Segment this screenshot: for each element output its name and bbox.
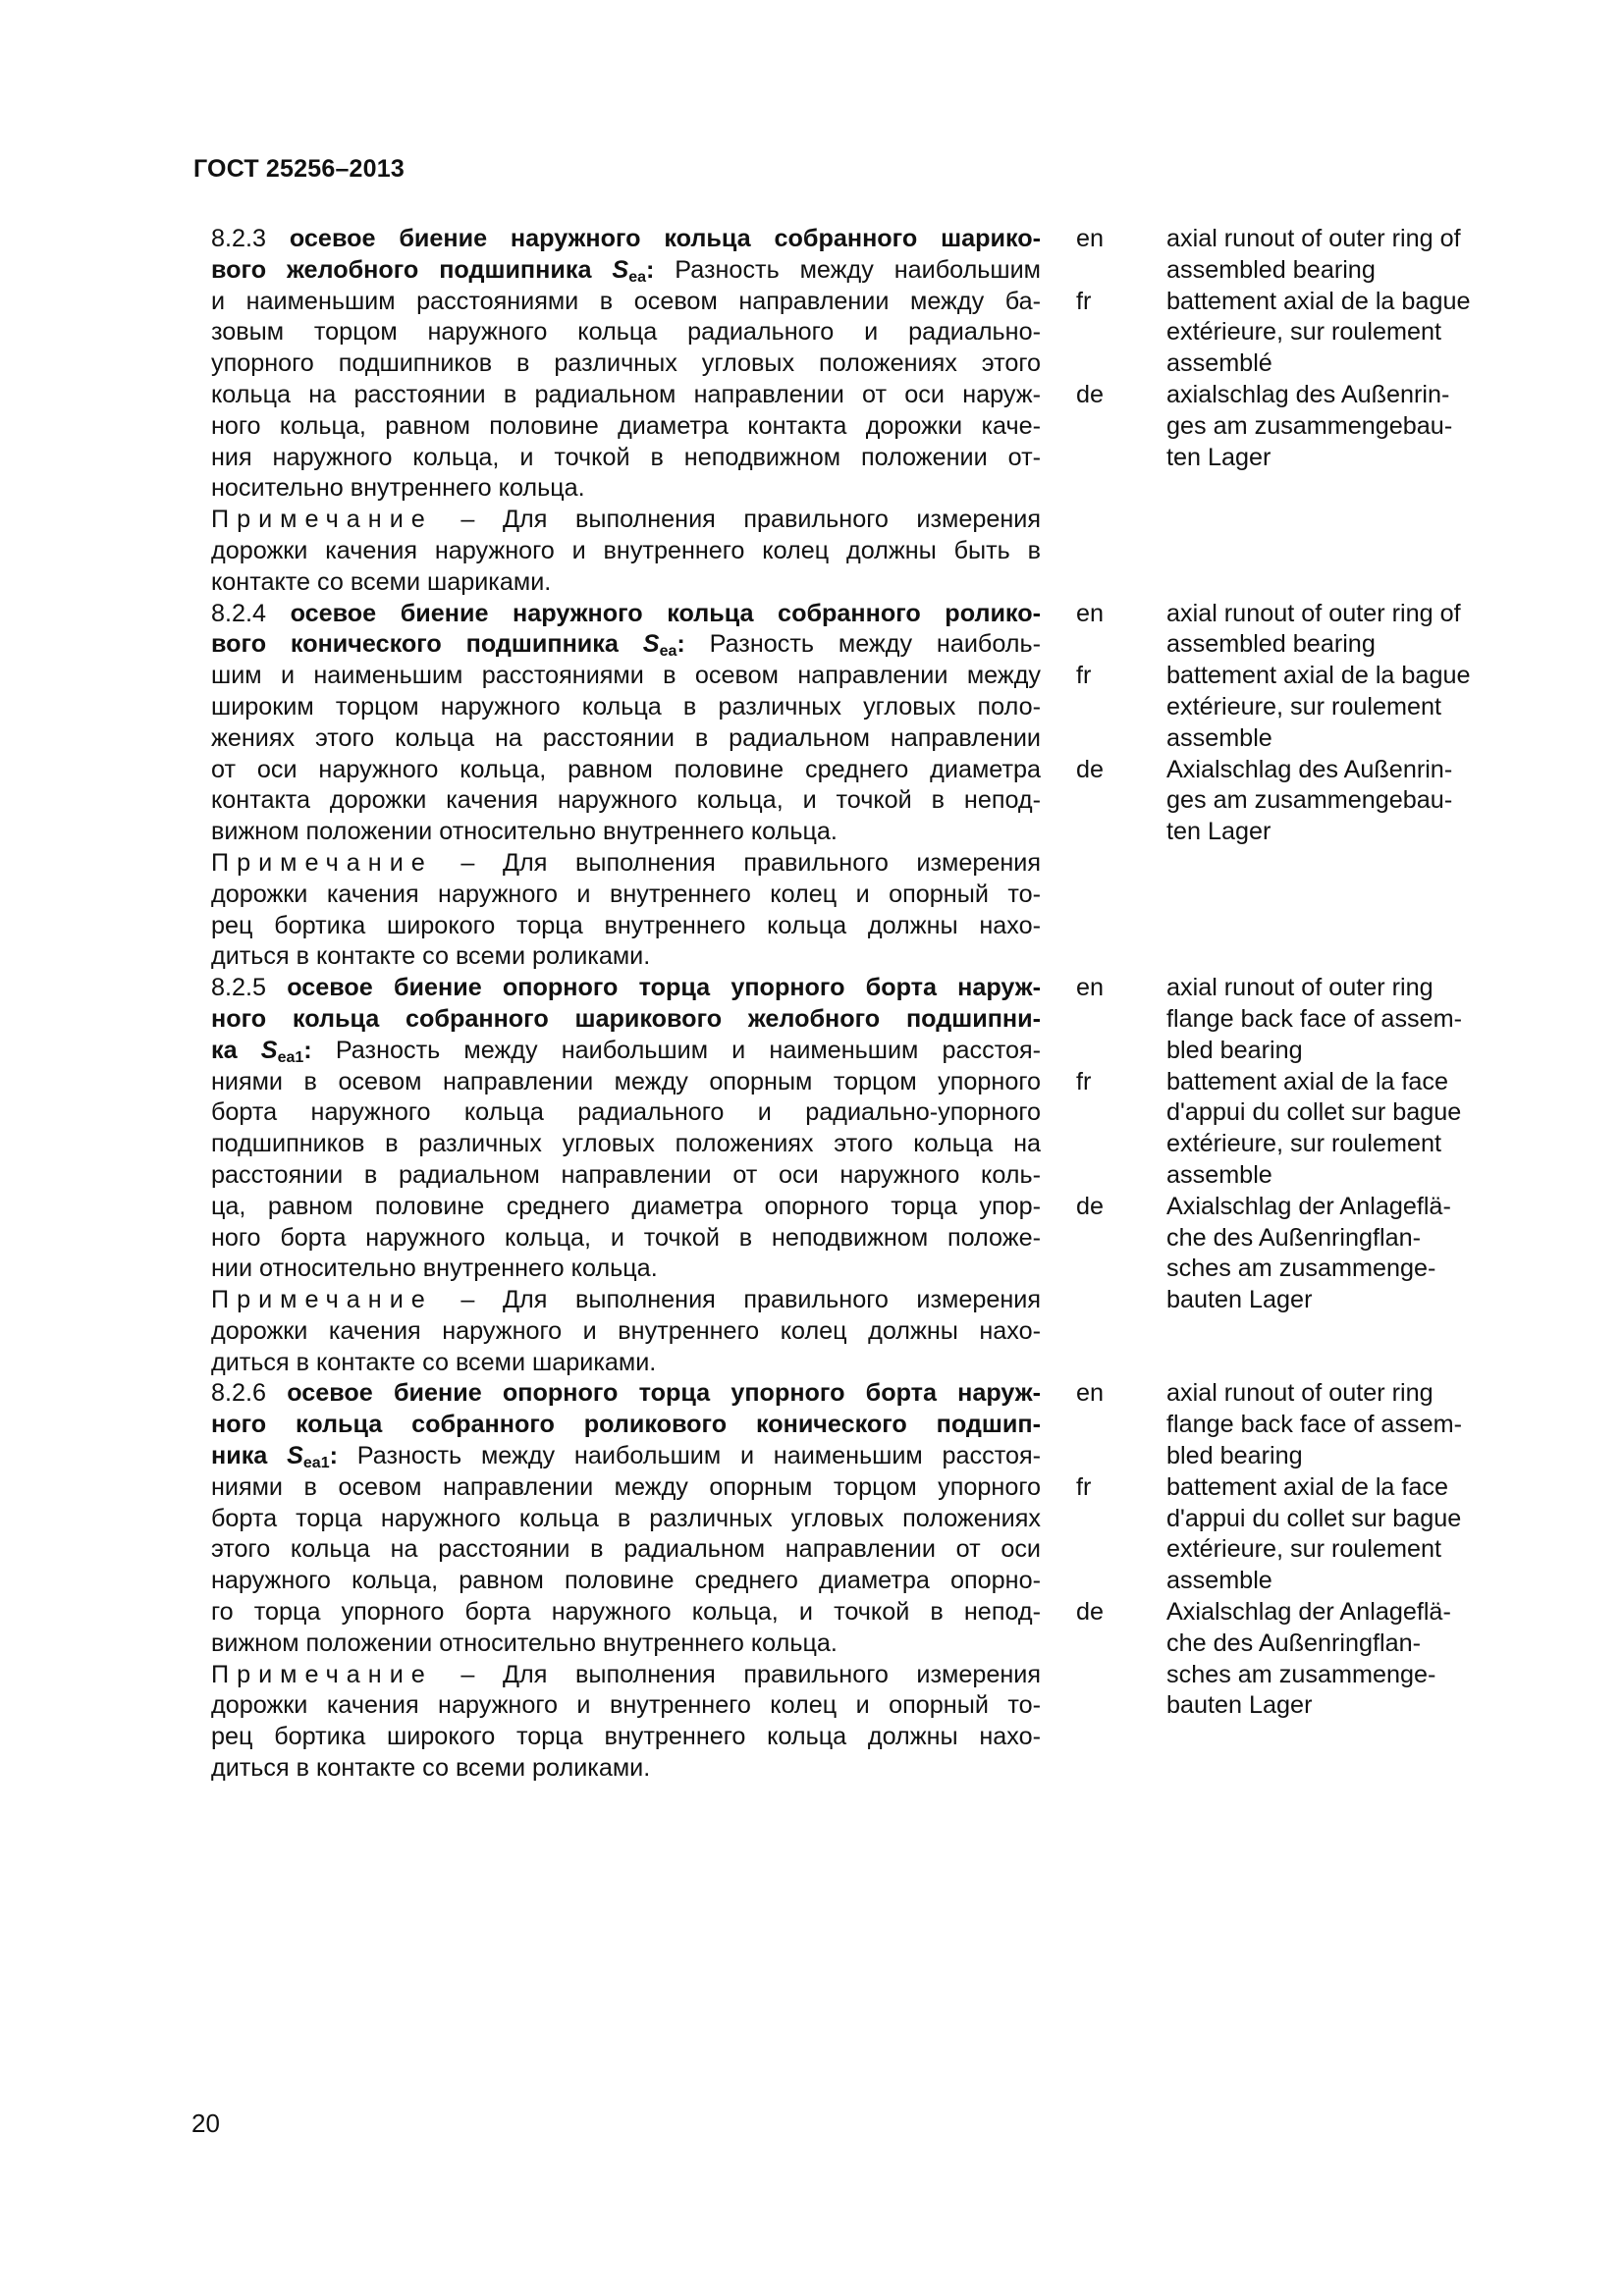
language-code xyxy=(1076,1504,1126,1535)
document-header: ГОСТ 25256–2013 xyxy=(193,155,405,183)
language-code xyxy=(1076,348,1126,380)
definition-text: Разность между наибольшим xyxy=(654,255,1041,284)
definition-text: Разность между наибольшим и наименьшим расстоя- xyxy=(338,1442,1042,1470)
language-code xyxy=(1076,443,1126,474)
definition-line: зовым торцом наружного кольца радиального и радиально- xyxy=(211,318,1041,347)
note-label: Примечание xyxy=(211,506,433,534)
translation-line: ges am zusammengebau- xyxy=(1166,786,1453,815)
definition-line: ния наружного кольца, и точкой в неподвижном положении от- xyxy=(211,443,1041,471)
note-text: Для выполнения правильного измерения xyxy=(502,1660,1041,1688)
term-symbol: S xyxy=(287,1442,303,1470)
language-code: fr xyxy=(1076,1472,1092,1501)
page-number: 20 xyxy=(191,2109,220,2138)
translation-line: Axialschlag der Anlageflä- xyxy=(1166,1192,1451,1220)
note-line xyxy=(211,1316,1041,1348)
entry-number: 8.2.6 xyxy=(211,1379,288,1408)
language-code xyxy=(1076,817,1126,848)
note-text: диться в контакте со всеми шариками. xyxy=(211,1348,657,1376)
translation-line: ten Lager xyxy=(1166,818,1271,846)
note-text: диться в контакте со всеми роликами. xyxy=(211,942,651,971)
translation-line: assembled bearing xyxy=(1166,255,1376,284)
term-name: осевое биение наружного кольца собранного шарико- xyxy=(289,225,1041,252)
translation-line: battement axial de la face xyxy=(1166,1067,1449,1095)
term-name: ного кольца собранного шарикового желобного подшипни- xyxy=(211,1004,1041,1033)
term-colon: : xyxy=(645,255,655,284)
note-dash: – xyxy=(432,506,503,534)
term-entry xyxy=(211,1378,1537,1784)
translation-line: axial runout of outer ring xyxy=(1166,974,1434,1002)
note-dash: – xyxy=(432,1286,503,1314)
definition-line: кольца на расстоянии в радиальном направлении от оси наруж- xyxy=(211,380,1041,408)
translation-line: Axialschlag der Anlageflä- xyxy=(1166,1598,1451,1627)
definition-line: вижном положении относительно внутреннего кольца. xyxy=(211,1629,838,1657)
definition-line: расстоянии в радиальном направлении от оси наружного коль- xyxy=(211,1160,1041,1189)
note-text: дорожки качения наружного и внутреннего колец и опорный то- xyxy=(211,880,1041,908)
definition-line: жениях этого кольца на расстоянии в радиальном направлении xyxy=(211,723,1041,752)
translation-line: ten Lager xyxy=(1166,443,1271,471)
note-line xyxy=(211,536,1041,567)
note-text: Для выполнения правильного измерения xyxy=(502,506,1041,534)
definition-line: широким торцом наружного кольца в различных угловых поло- xyxy=(211,692,1041,721)
definition-line: нии относительно внутреннего кольца. xyxy=(211,1255,658,1283)
translations xyxy=(1126,973,1537,1378)
definition-line xyxy=(211,1036,1041,1067)
definition-text: Разность между наиболь- xyxy=(684,630,1041,659)
note-line xyxy=(211,567,1041,599)
language-code: de xyxy=(1076,1598,1105,1627)
translation-line: extérieure, sur roulement xyxy=(1166,1130,1441,1158)
note-dash: – xyxy=(432,1660,503,1688)
note-text: дорожки качения наружного и внутреннего колец должны нахо- xyxy=(211,1316,1041,1345)
language-code xyxy=(1076,1004,1126,1036)
note-line xyxy=(211,848,1041,880)
translation-line: axial runout of outer ring xyxy=(1166,1379,1434,1408)
language-code xyxy=(1076,1223,1126,1255)
language-code xyxy=(1076,317,1126,348)
note-text: рец бортика широкого торца внутреннего кольца должны нахо- xyxy=(211,911,1041,939)
entry-number: 8.2.3 xyxy=(211,225,290,252)
note-label: Примечание xyxy=(211,848,433,877)
language-code xyxy=(1076,1160,1126,1192)
language-code xyxy=(1076,1097,1126,1129)
definition-line: носительно внутреннего кольца. xyxy=(211,474,585,503)
language-code xyxy=(1076,629,1126,661)
translation-line: axialschlag des Außenrin- xyxy=(1166,380,1450,408)
translations xyxy=(1126,1378,1537,1784)
definition-line xyxy=(211,224,1041,255)
translation-line: assemblé xyxy=(1166,349,1272,378)
note-line xyxy=(211,1753,1041,1785)
definition-line: и наименьшим расстояниями в осевом направлении между ба- xyxy=(211,287,1041,315)
translation-line: d'appui du collet sur bague xyxy=(1166,1504,1462,1532)
term-symbol: S xyxy=(612,255,629,284)
language-code xyxy=(1076,1036,1126,1067)
term-symbol-subscript: ea1 xyxy=(302,1455,330,1472)
language-code: fr xyxy=(1076,1067,1092,1095)
term-symbol-subscript: ea xyxy=(659,643,677,661)
term-entry xyxy=(211,973,1537,1378)
definition-line xyxy=(211,1378,1041,1410)
definition-line: этого кольца на расстоянии в радиальном направлении от оси xyxy=(211,1535,1041,1564)
translation-line: flange back face of assem- xyxy=(1166,1411,1463,1439)
language-code: de xyxy=(1076,380,1105,408)
term-name: осевое биение опорного торца упорного борта наруж- xyxy=(287,1379,1041,1408)
language-code xyxy=(1076,1566,1126,1597)
definition-line: от оси наружного кольца, равном половине среднего диаметра xyxy=(211,755,1041,783)
note-text: Для выполнения правильного измерения xyxy=(502,1286,1041,1314)
note-line xyxy=(211,1660,1041,1691)
term-colon: : xyxy=(676,630,685,659)
translation-line: assemble xyxy=(1166,1567,1272,1595)
note-dash: – xyxy=(432,848,503,877)
note-line xyxy=(211,1722,1041,1753)
term-symbol: S xyxy=(642,630,660,659)
definition-line: борта торца наружного кольца в различных угловых положениях xyxy=(211,1504,1041,1532)
term-name: ника xyxy=(211,1442,288,1470)
translation-line: battement axial de la bague xyxy=(1166,662,1471,690)
language-code: de xyxy=(1076,1192,1105,1220)
language-code xyxy=(1076,255,1126,287)
definition-line xyxy=(211,1410,1041,1441)
language-codes xyxy=(1041,973,1126,1378)
translation-line: axial runout of outer ring of xyxy=(1166,225,1461,252)
language-code xyxy=(1076,1690,1126,1722)
translation-line: assemble xyxy=(1166,723,1272,752)
language-code xyxy=(1076,1629,1126,1660)
definition-line: вижном положении относительно внутреннего кольца. xyxy=(211,818,838,846)
note-text: контакте со всеми шариками. xyxy=(211,567,552,596)
language-codes xyxy=(1041,1378,1126,1784)
note-label: Примечание xyxy=(211,1286,433,1314)
language-code: en xyxy=(1076,599,1105,627)
definition-line: борта наружного кольца радиального и радиально-упорного xyxy=(211,1098,1041,1127)
translation-line: bled bearing xyxy=(1166,1442,1303,1470)
entry-number: 8.2.4 xyxy=(211,599,291,627)
note-line xyxy=(211,880,1041,911)
language-code: en xyxy=(1076,974,1105,1002)
term-symbol: S xyxy=(260,1036,278,1064)
note-line xyxy=(211,941,1041,973)
definition-line: шим и наименьшим расстояниями в осевом направлении между xyxy=(211,662,1041,690)
language-code xyxy=(1076,1254,1126,1285)
definition-text: Разность между наибольшим и наименьшим расстоя- xyxy=(311,1036,1041,1064)
russian-definition xyxy=(211,1378,1041,1784)
translation-line: extérieure, sur roulement xyxy=(1166,692,1441,721)
definition-line: ного кольца, равном половине диаметра контакта дорожки каче- xyxy=(211,411,1041,440)
language-code xyxy=(1076,1534,1126,1566)
note-text: диться в контакте со всеми роликами. xyxy=(211,1754,651,1783)
translation-line: flange back face of assem- xyxy=(1166,1004,1463,1033)
language-code: fr xyxy=(1076,662,1092,690)
language-code xyxy=(1076,1129,1126,1160)
translation-line: sches am zusammenge- xyxy=(1166,1255,1436,1283)
translation-line: axial runout of outer ring of xyxy=(1166,599,1461,627)
definition-line xyxy=(211,629,1041,661)
note-text: рец бортика широкого торца внутреннего кольца должны нахо- xyxy=(211,1723,1041,1751)
note-line xyxy=(211,505,1041,536)
term-entries xyxy=(211,224,1537,1785)
term-name: осевое биение наружного кольца собранного ролико- xyxy=(290,599,1041,627)
term-symbol-subscript: ea1 xyxy=(277,1048,304,1066)
definition-line: подшипников в различных угловых положениях этого кольца на xyxy=(211,1130,1041,1158)
definition-line: го торца упорного борта наружного кольца, и точкой в непод- xyxy=(211,1598,1041,1627)
term-name: вого желобного подшипника xyxy=(211,255,613,284)
translations xyxy=(1126,224,1537,599)
language-code xyxy=(1076,1660,1126,1691)
language-code: en xyxy=(1076,225,1105,252)
language-codes xyxy=(1041,599,1126,974)
definition-line: ниями в осевом направлении между опорным торцом упорного xyxy=(211,1472,1041,1501)
language-code xyxy=(1076,1441,1126,1472)
note-text: дорожки качения наружного и внутреннего колец должны быть в xyxy=(211,536,1041,564)
term-name: вого конического подшипника xyxy=(211,630,643,659)
term-name: ка xyxy=(211,1036,261,1064)
language-code xyxy=(1076,1285,1126,1316)
translation-line: battement axial de la bague xyxy=(1166,287,1471,315)
language-code: de xyxy=(1076,755,1105,783)
term-name: осевое биение опорного торца упорного борта наруж- xyxy=(287,974,1041,1002)
note-line xyxy=(211,1690,1041,1722)
note-line xyxy=(211,911,1041,942)
language-code xyxy=(1076,692,1126,723)
term-name: ного кольца собранного роликового конического подшип- xyxy=(211,1411,1041,1439)
definition-line xyxy=(211,973,1041,1004)
term-entry xyxy=(211,224,1537,599)
note-line xyxy=(211,1348,1041,1379)
translation-line: extérieure, sur roulement xyxy=(1166,1535,1441,1564)
language-codes xyxy=(1041,224,1126,599)
translation-line: sches am zusammenge- xyxy=(1166,1660,1436,1688)
russian-definition xyxy=(211,973,1041,1378)
note-line xyxy=(211,1285,1041,1316)
note-text: дорожки качения наружного и внутреннего колец и опорный то- xyxy=(211,1691,1041,1720)
translation-line: che des Außenringflan- xyxy=(1166,1629,1422,1657)
entry-number: 8.2.5 xyxy=(211,974,288,1002)
definition-line: ца, равном половине среднего диаметра опорного торца упор- xyxy=(211,1192,1041,1220)
translation-line: extérieure, sur roulement xyxy=(1166,318,1441,347)
definition-line: ниями в осевом направлении между опорным торцом упорного xyxy=(211,1067,1041,1095)
language-code: fr xyxy=(1076,287,1092,315)
definition-line xyxy=(211,599,1041,630)
translation-line: assemble xyxy=(1166,1160,1272,1189)
definition-line: упорного подшипников в различных угловых положениях этого xyxy=(211,349,1041,378)
translation-line: assembled bearing xyxy=(1166,630,1376,659)
language-code xyxy=(1076,1410,1126,1441)
note-label: Примечание xyxy=(211,1660,433,1688)
language-code: en xyxy=(1076,1379,1105,1408)
translation-line: bauten Lager xyxy=(1166,1691,1313,1720)
russian-definition xyxy=(211,224,1041,599)
language-code xyxy=(1076,723,1126,755)
term-colon: : xyxy=(329,1442,338,1470)
russian-definition xyxy=(211,599,1041,974)
definition-line: ного борта наружного кольца, и точкой в неподвижном положе- xyxy=(211,1223,1041,1252)
definition-line xyxy=(211,1004,1041,1036)
translation-line: d'appui du collet sur bague xyxy=(1166,1098,1462,1127)
term-colon: : xyxy=(303,1036,312,1064)
language-code xyxy=(1076,411,1126,443)
language-code xyxy=(1076,785,1126,817)
term-symbol-subscript: ea xyxy=(628,268,646,286)
note-text: Для выполнения правильного измерения xyxy=(502,848,1041,877)
translations xyxy=(1126,599,1537,974)
translation-line: che des Außenringflan- xyxy=(1166,1223,1422,1252)
translation-line: battement axial de la face xyxy=(1166,1472,1449,1501)
translation-line: Axialschlag des Außenrin- xyxy=(1166,755,1453,783)
definition-line: наружного кольца, равном половине среднего диаметра опорно- xyxy=(211,1567,1041,1595)
translation-line: bled bearing xyxy=(1166,1036,1303,1064)
definition-line: контакта дорожки качения наружного кольца, и точкой в непод- xyxy=(211,786,1041,815)
translation-line: bauten Lager xyxy=(1166,1286,1313,1314)
translation-line: ges am zusammengebau- xyxy=(1166,411,1453,440)
definition-line xyxy=(211,255,1041,287)
definition-line xyxy=(211,1441,1041,1472)
term-entry xyxy=(211,599,1537,974)
